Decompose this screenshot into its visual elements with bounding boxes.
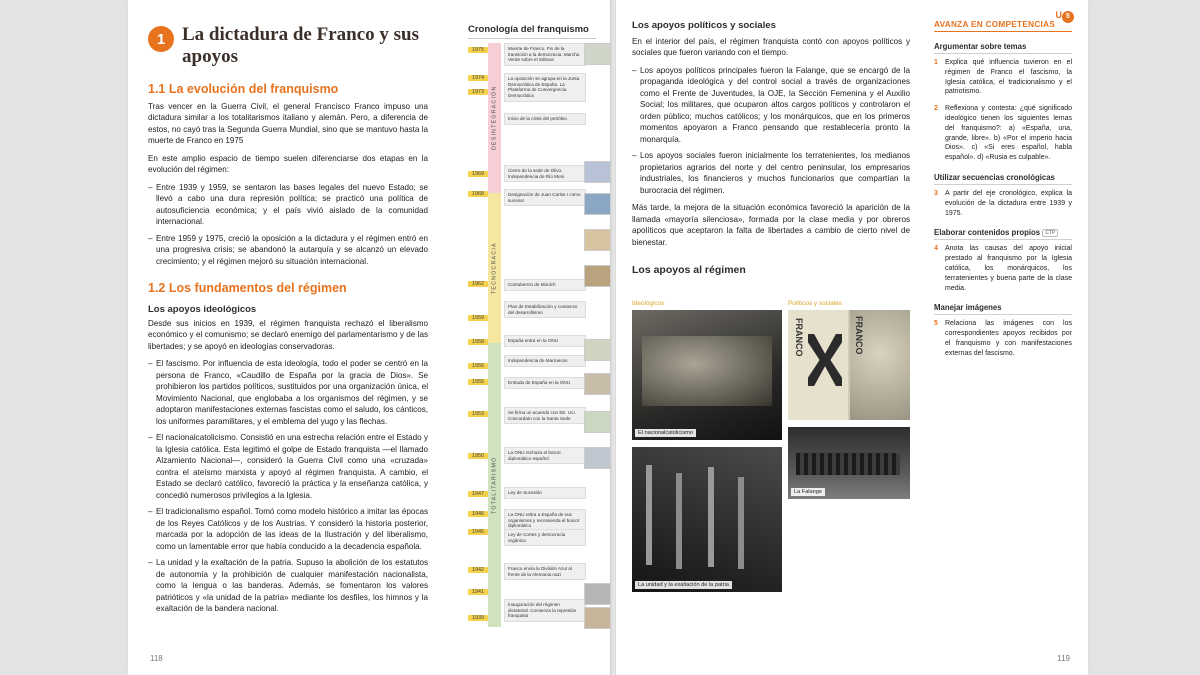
- timeline-year: 1958: [468, 339, 488, 345]
- right-page-edge: [1088, 0, 1200, 675]
- right-text-column: [632, 20, 910, 282]
- competencias-sidebar: [934, 20, 1072, 366]
- figure-label-ideologicos: Ideológicos: [632, 300, 665, 307]
- timeline-year: 1946: [468, 511, 488, 517]
- ctp-tag: CTP: [1042, 229, 1058, 237]
- timeline-event: Entrada de España en la ONU: [504, 377, 586, 389]
- timeline-event: España entra en la ONU: [504, 335, 586, 347]
- sidebar-subheading-2: Utilizar secuencias cronológicas: [934, 173, 1072, 185]
- etapas-list: [148, 182, 428, 267]
- sidebar-subheading-3-text: Elaborar contenidos propios: [934, 228, 1041, 238]
- timeline-year: 1947: [468, 491, 488, 497]
- exercise-item: Reflexiona y contesta: ¿qué significado ideológico tienen los siguientes lemas del franquismo?: a) «España, una, grande, libre». b) «Por el imperio hacia Dios». c) «Si eres español, habla español». d) «Rusia es culpable».: [945, 105, 1072, 162]
- subheading-apoyos-ideologicos: Los apoyos ideológicos: [148, 303, 257, 315]
- exercise-item: Relaciona las imágenes con los correspondientes apoyos recibidos por el franquismo y con manifestaciones externas del fascismo.: [945, 320, 1072, 357]
- paragraph-1-1-b: En este amplio espacio de tiempo suelen diferenciarse dos etapas en la evolución del régimen:: [148, 153, 428, 175]
- page-number-left: 118: [150, 654, 163, 663]
- exercise-item: Anota las causas del apoyo inicial prestado al franquismo por la Iglesia católica, los monárquicos, los terratenientes y buena parte de la clase media.: [945, 245, 1072, 292]
- timeline-thumbnail-image: [584, 411, 612, 433]
- timeline-event: Contubernio de Múnich: [504, 279, 586, 291]
- timeline-thumbnail-image: [584, 583, 612, 605]
- list-item: – Entre 1939 y 1959, se sentaron las bases legales del nuevo Estado; se llevó a cabo una dura represión política; se practicó una política de autosuficiencia económica; y el país vivió aislado de la comunidad internacional.: [148, 182, 428, 228]
- timeline-event: Inicio de la crisis del petróleo: [504, 113, 586, 125]
- timeline-year: 1962: [468, 281, 488, 287]
- timeline-event: La ONU retira a España de sus organismos y recomienda el boicot diplomático: [504, 509, 586, 532]
- unit-marker-circle-icon: 5: [1062, 11, 1074, 23]
- fundamentos-list: [148, 358, 428, 614]
- timeline-year: 1941: [468, 589, 488, 595]
- figure-label-politicos: Políticos y sociales: [788, 300, 842, 307]
- paragraph-right-a: En el interior del país, el régimen franquista contó con apoyos políticos y sociales que fueron variando con el tiempo.: [632, 37, 910, 58]
- timeline-event: Plan de Estabilización y comienzo del desarrollismo: [504, 301, 586, 318]
- figure-group: [632, 300, 910, 592]
- list-item: – El fascismo. Por influencia de esta ideología, todo el poder se centró en la persona de Franco, «Caudillo de España por la gracia de Dios». Se prohibieron los partidos políticos, sustituidos por una organización única, el Movimiento Nacional, que englobaba a los organismos del régimen, y se adoptaron manifestaciones externas fascistas como el saludo, los cánticos, los uniformes paramilitares, y el emblema del yugo y las flechas.: [148, 358, 428, 427]
- timeline-event: Ley de Cortes y democracia orgánica: [504, 529, 586, 546]
- figure-caption: El nacionalcatolicismo: [635, 429, 696, 437]
- exercise-list-4: [934, 319, 1072, 358]
- timeline-thumbnail-image: [584, 43, 612, 65]
- heading-apoyos-al-regimen: Los apoyos al régimen: [632, 264, 746, 277]
- timeline-event: Designación de Juan Carlos I como sucesor: [504, 189, 586, 206]
- exercise-list-2: [934, 189, 1072, 218]
- page-title: La dictadura de Franco y sus apoyos: [182, 24, 419, 67]
- unit-marker-letter: U: [1055, 10, 1062, 20]
- sidebar-subheading-1: Argumentar sobre temas: [934, 42, 1072, 54]
- sidebar-subheading-4: Manejar imágenes: [934, 303, 1072, 315]
- timeline-events: [504, 43, 596, 627]
- timeline-thumbnail-image: [584, 161, 612, 183]
- timeline-year: 1955: [468, 379, 488, 385]
- timeline-event: Muerte de Franco. Fin de la transición a la democracia. Marcha Verde sobre el Sáhara: [504, 43, 586, 66]
- list-item: – Los apoyos políticos principales fueron la Falange, que se encargó de la propaganda ideológica y del control social a través de organizaciones como el Frente de Juventudes, la OJE, la Sección Femenina y el Auxilio Social; los militares, que ocuparon altos cargos políticos y controlaron el orden público; muchos católicos; y los monárquicos, que en los primeros momentos apoyaron a Franco pensando que restablecería pronto la monarquía.: [632, 65, 910, 145]
- exercise-item: Explica qué influencia tuvieron en el régimen de Franco el fascismo, la Iglesia católica, el tradicionalismo y el patriotismo.: [945, 59, 1072, 96]
- unit-number-badge: 1: [148, 26, 174, 52]
- sidebar-title: AVANZA EN COMPETENCIAS: [934, 20, 1072, 32]
- timeline-event: La ONU rechaza el boicot diplomático español: [504, 447, 586, 464]
- figure-caption: La Falange: [791, 488, 825, 496]
- timeline-figure: [468, 24, 596, 634]
- right-page: [616, 0, 1088, 675]
- timeline-thumbnail-image: [584, 373, 612, 395]
- timeline-band: DESINTEGRACIÓN: [488, 43, 501, 193]
- list-item: – El tradicionalismo español. Tomó como modelo histórico a imitar las épocas de los Reyes Católicos y de los Austrias. Y consideró la historia posterior, marcada por la adopción de las ideas de la Ilustración y del liberalismo, como un lamentable error que había conducido a la decadencia española.: [148, 506, 428, 552]
- timeline-year: 1968: [468, 191, 488, 197]
- list-item: – Los apoyos sociales fueron inicialmente los terratenientes, los medianos propietarios agrarios del norte y del centro peninsular, los empresarios industriales, los financieros y muchos funcionarios que compartían la burocracia del régimen.: [632, 150, 910, 196]
- heading-apoyos-politicos: Los apoyos políticos y sociales: [632, 20, 776, 31]
- paragraph-1-2-a: Desde sus inicios en 1939, el régimen franquista rechazó el liberalismo económico y el comunismo; se declaró enemigo del parlamentarismo y de las libertades; y se apoyó en ideologías conservadoras.: [148, 318, 428, 351]
- figure-falange: [788, 427, 910, 499]
- section-heading-1-2: 1.2 Los fundamentos del régimen: [148, 280, 347, 295]
- timeline-year: 1945: [468, 529, 488, 535]
- timeline-event: Independencia de Marruecos: [504, 355, 586, 367]
- timeline-year: 1942: [468, 567, 488, 573]
- left-page-edge: [0, 0, 128, 675]
- section-heading-1-1: 1.1 La evolución del franquismo: [148, 81, 339, 96]
- figure-nacionalcatolicismo: [632, 310, 782, 440]
- exercise-list-1: [934, 58, 1072, 163]
- timeline-event: Se firma un acuerdo con EE. UU. Concordato con la Santa Sede: [504, 407, 586, 424]
- list-item: – El nacionalcatolicismo. Consistió en una estrecha relación entre el Estado y la Iglesia católica. Esta legitimó el golpe de Estado franquista —el llamado Alzamiento Nacional—, consideró la Guerra Civil como una «cruzada» contra el ateísmo marxista y apoyó al régimen franquista. A cambio, el Estado se declaró católico, favoreció la práctica y la enseñanza católica, y concedió numerosos privilegios a la Iglesia.: [148, 432, 428, 501]
- timeline-year-axis: [468, 43, 488, 627]
- timeline-event: Inauguración del régimen dictatorial. Comienza la represión franquista: [504, 599, 586, 622]
- figure-unidad-patria: [632, 447, 782, 592]
- apoyos-list: [632, 65, 910, 196]
- figure-caption: La unidad y la exaltación de la patria: [635, 581, 732, 589]
- timeline-year: 1959: [468, 315, 488, 321]
- timeline-year: 1974: [468, 75, 488, 81]
- timeline-thumbnail-image: [584, 193, 612, 215]
- timeline-period-bands: [488, 43, 501, 627]
- timeline-band: TECNOCRACIA: [488, 193, 501, 343]
- timeline-year: 1950: [468, 453, 488, 459]
- timeline-year: 1953: [468, 411, 488, 417]
- timeline-event: Ley de Sucesión: [504, 487, 586, 499]
- timeline-thumbnail-image: [584, 229, 612, 251]
- timeline-year: 1973: [468, 89, 488, 95]
- list-item: – La unidad y la exaltación de la patria. Supuso la abolición de los estatutos de autonomía y la prohibición de cualquier manifestación nacionalista, como la lengua o las banderas. Además, se fomentaron los valores patrióticos y «la unidad de la patria» mediante los desfiles, los himnos y la exaltación de la bandera nacional.: [148, 557, 428, 614]
- timeline-year: 1975: [468, 47, 488, 53]
- exercise-list-3: [934, 244, 1072, 293]
- list-item: – Entre 1959 y 1975, creció la oposición a la dictadura y el régimen entró en una progresiva crisis; se abandonó la autarquía y se alcanzó un elevado crecimiento; y el régimen mejoró su situación internacional.: [148, 233, 428, 267]
- timeline-body: [468, 43, 596, 627]
- figure-cartel-franco: [788, 310, 910, 420]
- timeline-thumbnail-image: [584, 265, 612, 287]
- page-number-right: 119: [1057, 654, 1070, 663]
- timeline-event: Franco envía la División Azul al frente de la Alemania nazi: [504, 563, 586, 580]
- left-text-column: [148, 24, 428, 621]
- poster-text-left: FRANCO: [794, 318, 804, 357]
- timeline-thumbnail-image: [584, 607, 612, 629]
- timeline-thumbnail-image: [584, 447, 612, 469]
- timeline-band: TOTALITARISMO: [488, 343, 501, 627]
- paragraph-right-b: Más tarde, la mejora de la situación económica favoreció la aparición de la llamada «mayoría silenciosa», formada por la clase media y por obreros apolíticos que aceptaron la falta de libertades a cambio de cierto nivel de bienestar.: [632, 203, 910, 247]
- left-page: [128, 0, 612, 675]
- timeline-year: 1956: [468, 363, 488, 369]
- poster-text-right: FRANCO: [854, 316, 864, 355]
- timeline-event: Cierre de la sede de Olivo. Independencia de Río Muni: [504, 165, 586, 182]
- timeline-event: La oposición se agrupa en la Junta Democrática de España. La Plataforma de Convergencia Democrática: [504, 73, 586, 102]
- unit-header: [148, 24, 428, 68]
- paragraph-1-1-a: Tras vencer en la Guerra Civil, el general Francisco Franco impuso una dictadura similar a los totalitarismos italiano y alemán. Pero, a diferencia de estos, no cayó tras la Segunda Guerra Mundial, sino que se mantuvo hasta la muerte de Franco en 1975: [148, 101, 428, 146]
- sidebar-subheading-3: [934, 228, 1072, 240]
- figure-column-ideologicos: [632, 300, 782, 592]
- timeline-year: 1939: [468, 615, 488, 621]
- timeline-year: 1969: [468, 171, 488, 177]
- figure-column-politicos: [788, 300, 910, 592]
- timeline-thumbnail-image: [584, 339, 612, 361]
- exercise-item: A partir del eje cronológico, explica la evolución de la dictadura entre 1939 y 1975.: [945, 189, 1072, 217]
- timeline-title: Cronología del franquismo: [468, 24, 596, 39]
